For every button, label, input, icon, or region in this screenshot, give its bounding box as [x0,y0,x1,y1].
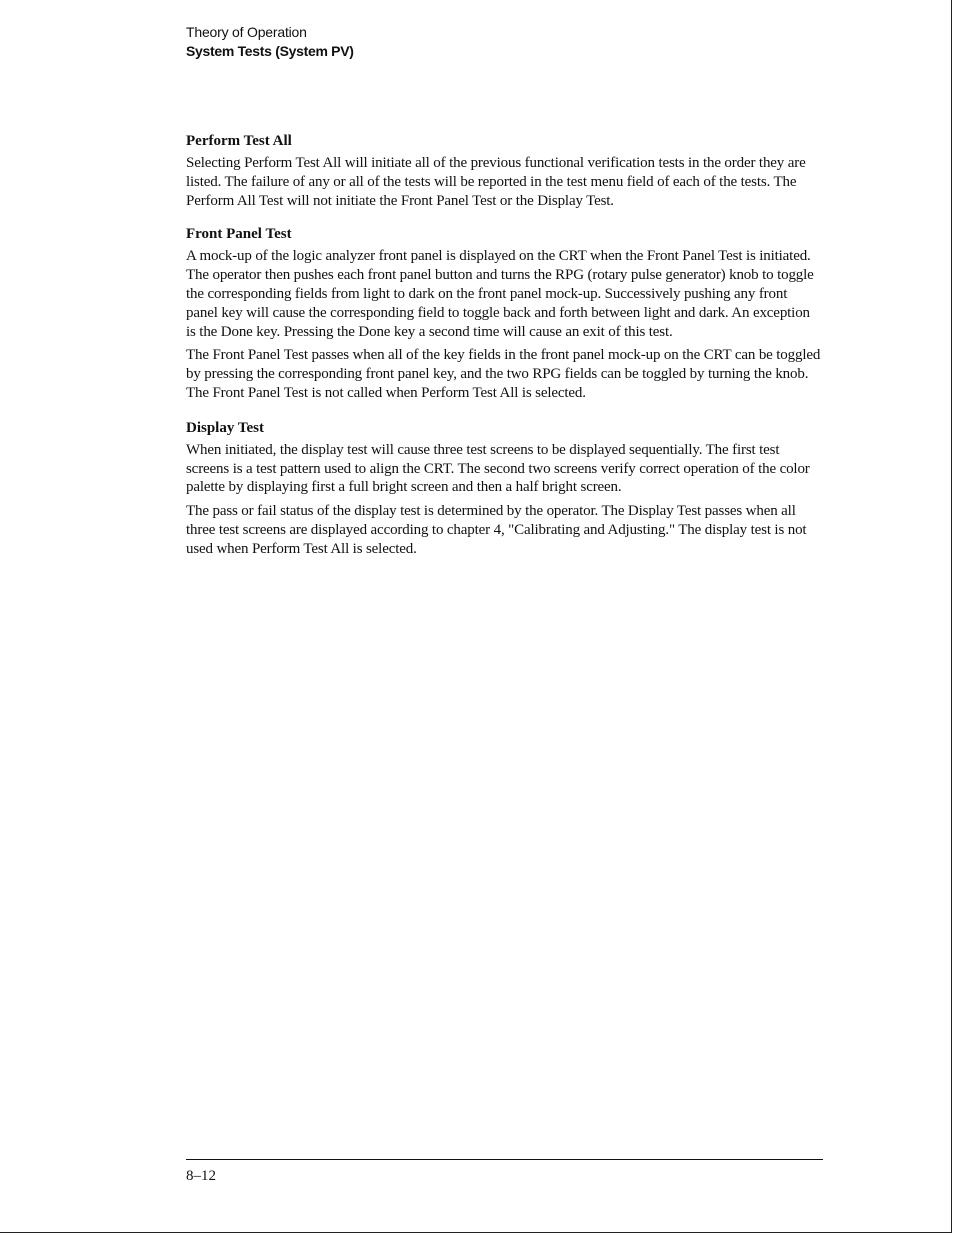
body-paragraph: Selecting Perform Test All will initiate all of the previous functional verification tests in the order they are listed. The failure of any or all of the tests will be reported in the test menu field of each of the tests. The Perform All Test will not initiate the Front Panel Test or the Display Test. [186,155,806,209]
page-edge-bottom [0,1232,952,1233]
body-paragraph: When initiated, the display test will cause three test screens to be displayed sequentially. The first test screens is a test pattern used to align the CRT. The second two screens verify correct operation of the color palette by displaying first a full bright screen and then a half bright screen. [186,441,810,496]
section-title: System Tests (System PV) [186,43,354,59]
page-body [186,132,822,559]
body-paragraph: The pass or fail status of the display test is determined by the operator. The Display Test passes when all three test screens are displayed according to chapter 4, "Calibrating and Adjusting." The display test is not used when Perform Test All is selected. [186,503,807,557]
page-edge-right [951,0,952,1233]
running-header [186,23,354,61]
section-heading: Perform Test All [186,133,292,149]
footer-divider [186,1159,823,1160]
section-heading: Front Panel Test [186,226,292,243]
chapter-title: Theory of Operation [186,24,307,40]
section-front-panel-test [186,225,822,402]
body-paragraph: The Front Panel Test passes when all of the key fields in the front panel mock-up on the CRT can be toggled by pressing the corresponding front panel key, and the two RPG fields can be toggled by turning the knob. The Front Panel Test is not called when Perform Test All is selected. [186,347,821,401]
section-perform-test-all [186,132,822,210]
body-paragraph: A mock-up of the logic analyzer front panel is displayed on the CRT when the Front Panel Test is initiated. The operator then pushes each front panel button and turns the RPG (rotary pulse generator) knob to toggle the corresponding fields from light to dark on the front panel mock-up. Successively pushing any front panel key will cause the corresponding field to toggle back and forth between light and dark. An exception is the Done key. Pressing the Done key a second time will cause an exit of this test. [186,248,814,340]
section-heading: Display Test [186,419,264,436]
page-number: 8–12 [186,1168,216,1184]
section-display-test [186,419,822,559]
